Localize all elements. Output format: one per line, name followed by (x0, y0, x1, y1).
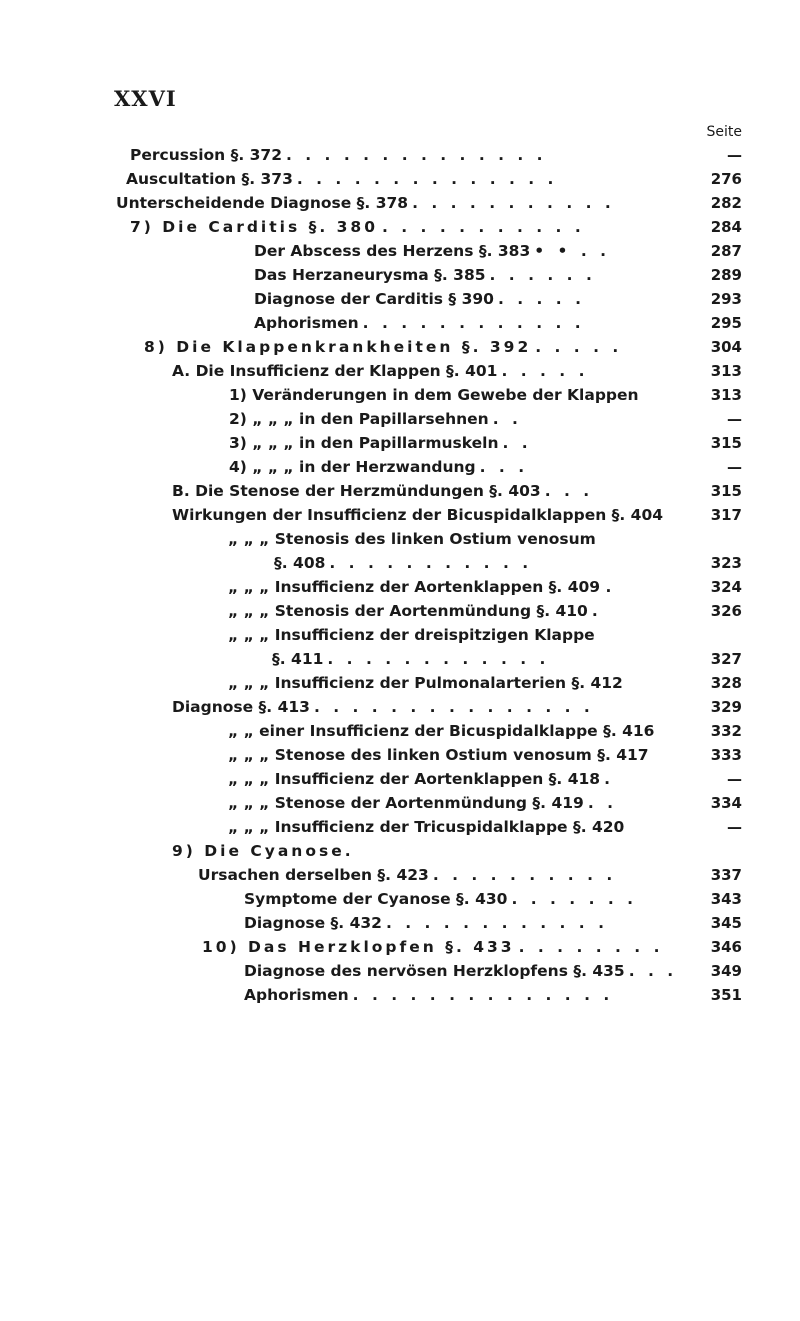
toc-page: 289 (710, 266, 742, 284)
toc-entry: Diagnose des nervösen Herzklopfens §. 435 . . . (244, 962, 678, 980)
toc-entry: A. Die Insufficienz der Klappen §. 401 . . . . . (172, 362, 589, 380)
toc-entry: Diagnose der Carditis § 390 . . . . . (254, 290, 585, 308)
toc-entry: Das Herzaneurysma §. 385 . . . . . . (254, 266, 596, 284)
toc-page: 293 (710, 290, 742, 308)
toc-page: 332 (710, 722, 742, 740)
toc-entry: Symptome der Cyanose §. 430 . . . . . . . (244, 890, 638, 908)
toc-page: — (727, 458, 742, 476)
toc-entry: Aphorismen . . . . . . . . . . . . . . (244, 986, 614, 1004)
toc-entry: 9) Die Cyanose. (172, 842, 354, 860)
toc-entry: „ „ „ Stenosis des linken Ostium venosum (228, 530, 596, 548)
toc-page: 329 (710, 698, 742, 716)
toc-entry: „ „ „ Insufficienz der dreispitzigen Klappe (228, 626, 595, 644)
column-header-seite: Seite (706, 124, 742, 140)
toc-page (702, 840, 742, 862)
toc-entry: „ „ „ Stenosis der Aortenmündung §. 410 . (228, 602, 602, 620)
toc-page: 304 (710, 338, 742, 356)
toc-page: 337 (710, 866, 742, 884)
toc-entry: 2) „ „ „ in den Papillarsehnen . . (229, 410, 522, 428)
toc-entry: Wirkungen der Insufficienz der Bicuspidalklappen §. 404 (172, 506, 664, 524)
toc-entry: „ „ „ Insufficienz der Aortenklappen §. 409 . (228, 578, 612, 596)
toc-page: 313 (710, 386, 742, 404)
toc-entry: Diagnose §. 413 . . . . . . . . . . . . . . . (172, 698, 594, 716)
toc-entry: Percussion §. 372 . . . . . . . . . . . . . . (130, 146, 547, 164)
toc-entry: „ „ einer Insufficienz der Bicuspidalklappe §. 416 (228, 722, 655, 740)
toc-page: — (727, 818, 742, 836)
toc-page: 317 (710, 506, 742, 524)
toc-entry: Ursachen derselben §. 423 . . . . . . . . . . (198, 866, 617, 884)
toc-page: 327 (710, 650, 742, 668)
toc-entry: 10) Das Herzklopfen §. 433 . . . . . . . . (202, 938, 664, 956)
toc-entry: B. Die Stenose der Herzmündungen §. 403 . . . (172, 482, 594, 500)
toc-page: 324 (710, 578, 742, 596)
toc-page: 287 (710, 242, 742, 260)
toc-entry: Unterscheidende Diagnose §. 378 . . . . . . . . . . . (116, 194, 615, 212)
toc-page: 333 (710, 746, 742, 764)
toc-page: 313 (710, 362, 742, 380)
toc-entry: 3) „ „ „ in den Papillarmuskeln . . (229, 434, 532, 452)
toc-page: 284 (710, 218, 742, 236)
toc-page: 343 (710, 890, 742, 908)
toc-entry: 4) „ „ „ in der Herzwandung . . . (229, 458, 529, 476)
toc-page: 315 (710, 482, 742, 500)
toc-entry: „ „ „ Stenose des linken Ostium venosum §. 417 (228, 746, 649, 764)
toc-page: 276 (710, 170, 742, 188)
toc-page: 334 (710, 794, 742, 812)
toc-entry: Diagnose §. 432 . . . . . . . . . . . . (244, 914, 608, 932)
toc-entry: Auscultation §. 373 . . . . . . . . . . . . . . (126, 170, 558, 188)
toc-entry: „ „ „ Insufficienz der Pulmonalarterien §. 412 (228, 674, 623, 692)
toc-entry: 7) Die Carditis §. 380 . . . . . . . . . . . (130, 218, 585, 236)
toc-page: 346 (710, 938, 742, 956)
page-number: XXVI (114, 86, 177, 111)
toc-page: 351 (710, 986, 742, 1004)
toc-page (702, 528, 742, 550)
toc-page: — (727, 146, 742, 164)
toc-entry: „ „ „ Stenose der Aortenmündung §. 419 . . (228, 794, 617, 812)
toc-entry: Der Abscess des Herzens §. 383 • • . . (254, 242, 611, 260)
toc-entry: §. 411 . . . . . . . . . . . . (272, 650, 550, 668)
toc-entry: Aphorismen . . . . . . . . . . . . (254, 314, 585, 332)
toc-entry: 1) Veränderungen in dem Gewebe der Klappen (229, 386, 639, 404)
toc-page (702, 624, 742, 646)
toc-page: 323 (710, 554, 742, 572)
toc-page: 295 (710, 314, 742, 332)
toc-page: 315 (710, 434, 742, 452)
toc-page: — (727, 770, 742, 788)
toc-entry: §. 408 . . . . . . . . . . . (274, 554, 533, 572)
toc-page: 282 (710, 194, 742, 212)
toc-page: 345 (710, 914, 742, 932)
toc-page: 326 (710, 602, 742, 620)
toc-entry: „ „ „ Insufficienz der Tricuspidalklappe §. 420 (228, 818, 625, 836)
toc-entry: „ „ „ Insufficienz der Aortenklappen §. 418 . (228, 770, 614, 788)
toc-page: 349 (710, 962, 742, 980)
toc-entry: 8) Die Klappenkrankheiten §. 392 . . . . . (144, 338, 623, 356)
toc-page: 328 (710, 674, 742, 692)
toc-page: — (727, 410, 742, 428)
